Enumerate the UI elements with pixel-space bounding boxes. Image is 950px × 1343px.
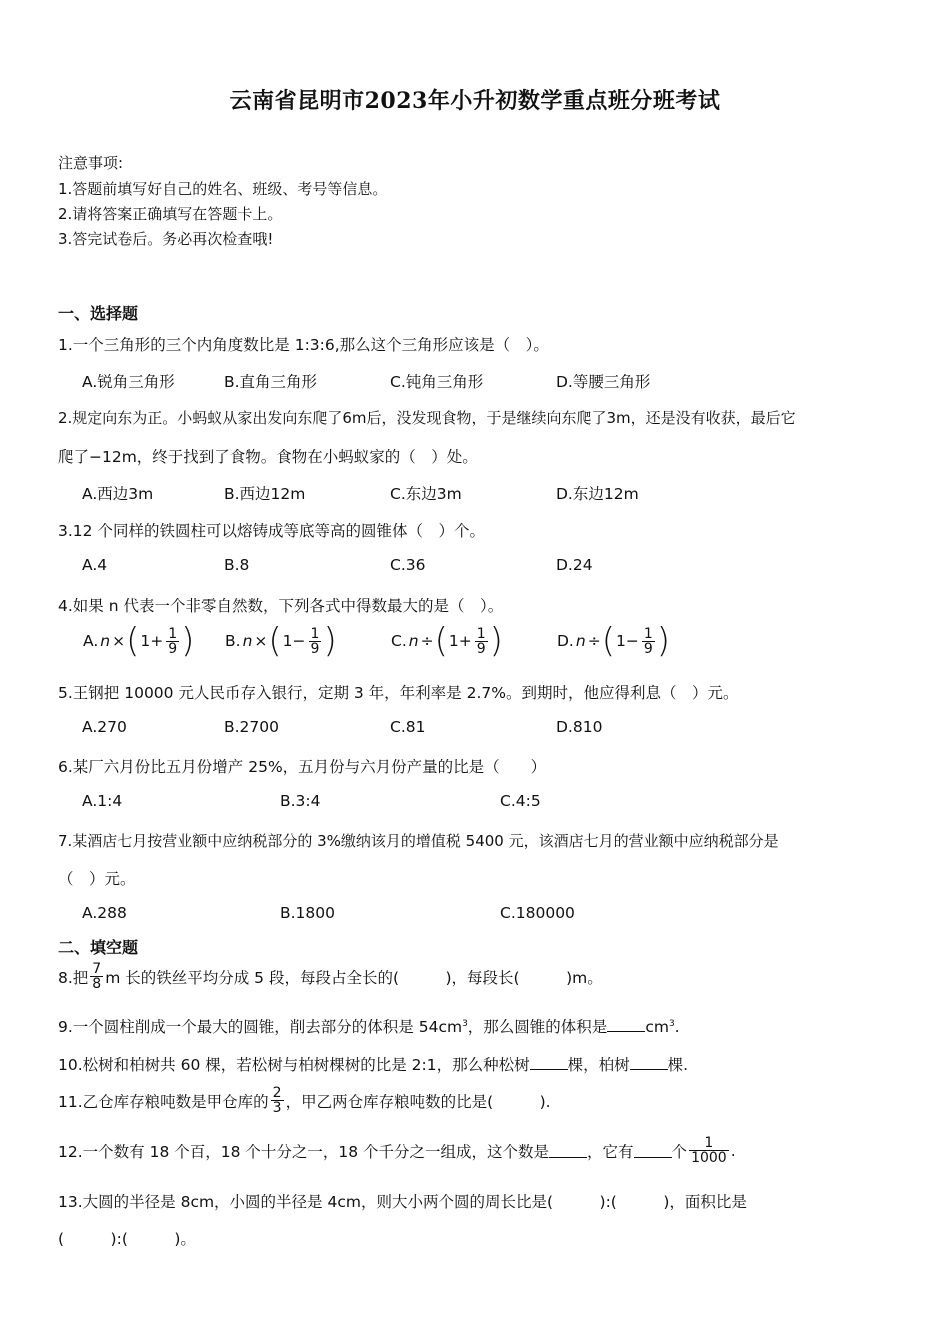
- answer-blank[interactable]: [530, 1055, 568, 1070]
- answer-blank[interactable]: [630, 1055, 668, 1070]
- exam-title: 云南省昆明市2023年小升初数学重点班分班考试: [229, 88, 721, 114]
- fraction: $\frac{1}{9}$: [310, 625, 320, 657]
- question-13-line2: ( ):( )。: [58, 1230, 196, 1248]
- option-2a: A.西边3m: [82, 485, 154, 503]
- question-8: 8.把 $\frac{7}{8}$ m 长的铁丝平均分成 5 段，每段占全长的( )，每段长( )m。: [58, 961, 603, 992]
- question-6: 6.某厂六月份比五月份增产 25%，五月份与六月份产量的比是（ ）: [58, 758, 547, 776]
- option-1d: D.等腰三角形: [556, 373, 651, 391]
- question-7-line2: （ ）元。: [58, 870, 136, 888]
- option-4c: C. n ÷ ( 1+ $\frac{1}{9}$ ): [391, 621, 503, 661]
- question-4: 4.如果 n 代表一个非零自然数，下列各式中得数最大的是（ ）。: [58, 597, 504, 615]
- notes-heading: 注意事项:: [58, 154, 124, 172]
- answer-blank[interactable]: [607, 1017, 645, 1032]
- question-5: 5.王钢把 10000 元人民币存入银行，定期 3 年，年利率是 2.7%。到期时，他应得利息（ ）元。: [58, 684, 739, 702]
- question-9: 9.一个圆柱削成一个最大的圆锥，削去部分的体积是 $54cm^3$，那么圆锥的体积是 $cm^3$.: [58, 1018, 680, 1036]
- option-4a: A. n × ( 1+ $\frac{1}{9}$ ): [83, 621, 195, 661]
- answer-blank[interactable]: [549, 1143, 587, 1158]
- question-13-line1: 13.大圆的半径是 8cm，小圆的半径是 4cm，则大小两个圆的周长比是( ):( )，面积比是: [58, 1193, 747, 1211]
- option-4d: D. n ÷ ( 1− $\frac{1}{9}$ ): [557, 621, 671, 661]
- option-2d: D.东边12m: [556, 485, 639, 503]
- question-2-line1: 2.规定向东为正。小蚂蚁从家出发向东爬了6m后，没发现食物，于是继续向东爬了3m，还是没有收获，最后它: [58, 409, 796, 427]
- question-2-line2: 爬了−12m，终于找到了食物。食物在小蚂蚁家的（ ）处。: [58, 448, 478, 466]
- option-5d: D.810: [556, 718, 603, 736]
- question-1: 1.一个三角形的三个内角度数比是 1:3:6,那么这个三角形应该是（ ）。: [58, 336, 549, 354]
- fraction: $\frac{1}{1000}$: [691, 1135, 727, 1166]
- note-item: 3.答完试卷后。务必再次检查哦!: [58, 230, 274, 248]
- section-heading-fill: 二、填空题: [58, 938, 139, 957]
- option-6b: B.3:4: [280, 792, 321, 810]
- option-5b: B.2700: [224, 718, 280, 736]
- option-5c: C.81: [390, 718, 426, 736]
- option-6c: C.4:5: [500, 792, 541, 810]
- question-3: 3.12 个同样的铁圆柱可以熔铸成等底等高的圆锥体（ ）个。: [58, 522, 485, 540]
- option-7c: C.180000: [500, 904, 575, 922]
- option-2b: B.西边12m: [224, 485, 306, 503]
- question-11: 11.乙仓库存粮吨数是甲仓库的 $\frac{2}{3}$ ，甲乙两仓库存粮吨数的比是( ).: [58, 1085, 551, 1116]
- option-1c: C.钝角三角形: [390, 373, 484, 391]
- fraction: $\frac{2}{3}$: [272, 1085, 282, 1116]
- option-1b: B.直角三角形: [224, 373, 318, 391]
- question-12: 12.一个数有 18 个百，18 个十分之一，18 个千分之一组成，这个数是 ，它有 个 $\frac{1}{1000}$ .: [58, 1135, 736, 1166]
- fraction: $\frac{7}{8}$: [92, 961, 102, 992]
- option-7a: A.288: [82, 904, 127, 922]
- fraction: $\frac{1}{9}$: [643, 625, 653, 657]
- fraction: $\frac{1}{9}$: [476, 625, 486, 657]
- option-1a: A.锐角三角形: [82, 373, 175, 391]
- fraction: $\frac{1}{9}$: [168, 625, 178, 657]
- question-10: 10.松树和柏树共 60 棵，若松树与柏树棵树的比是 2:1，那么种松树 棵，柏树 棵.: [58, 1056, 689, 1074]
- answer-blank[interactable]: [634, 1143, 672, 1158]
- question-7-line1: 7.某酒店七月按营业额中应纳税部分的 3%缴纳该月的增值税 5400 元，该酒店七月的营业额中应纳税部分是: [58, 832, 779, 850]
- option-6a: A.1:4: [82, 792, 123, 810]
- note-item: 1.答题前填写好自己的姓名、班级、考号等信息。: [58, 180, 388, 198]
- option-5a: A.270: [82, 718, 127, 736]
- option-4b: B. n × ( 1− $\frac{1}{9}$ ): [225, 621, 337, 661]
- option-3b: B.8: [224, 556, 250, 574]
- option-2c: C.东边3m: [390, 485, 462, 503]
- note-item: 2.请将答案正确填写在答题卡上。: [58, 205, 283, 223]
- section-heading-choice: 一、选择题: [58, 304, 139, 323]
- option-3c: C.36: [390, 556, 426, 574]
- option-3a: A.4: [82, 556, 108, 574]
- option-7b: B.1800: [280, 904, 336, 922]
- option-3d: D.24: [556, 556, 593, 574]
